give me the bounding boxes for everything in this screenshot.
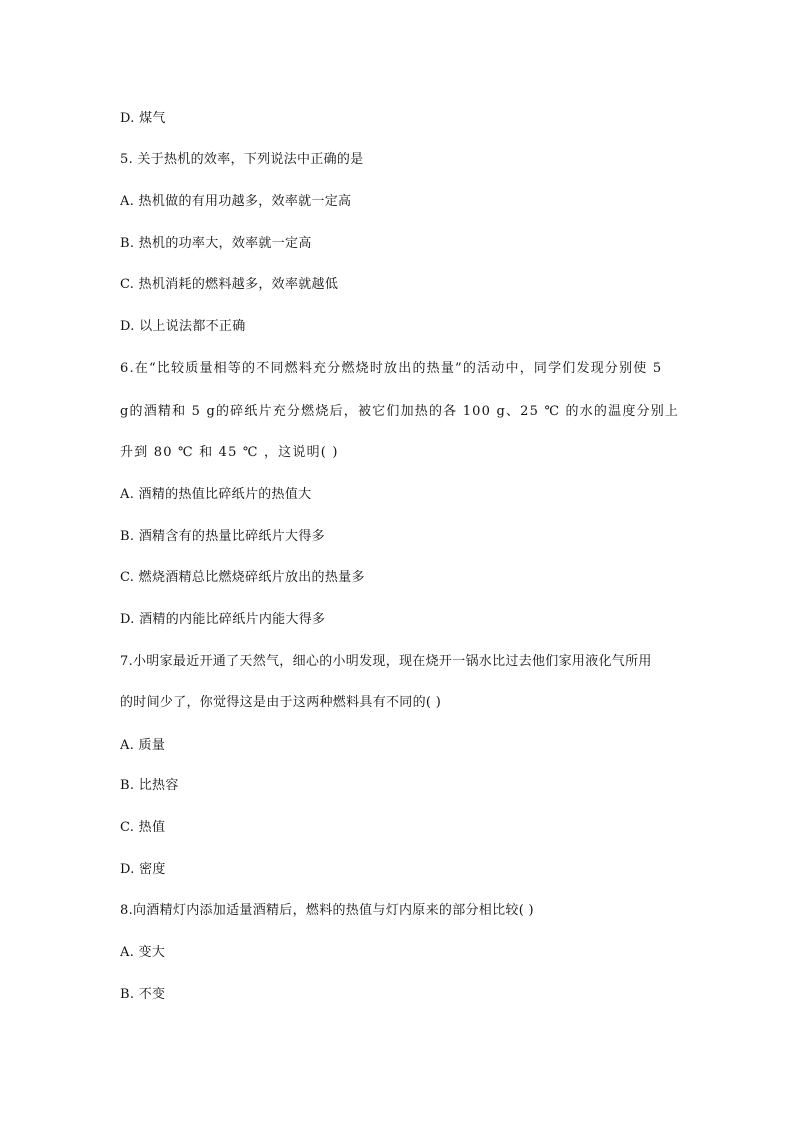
q5-option-b: B. 热机的功率大，效率就一定高: [120, 236, 312, 251]
q6-option-b: B. 酒精含有的热量比碎纸片大得多: [120, 529, 325, 544]
q6-option-c: C. 燃烧酒精总比燃烧碎纸片放出的热量多: [120, 570, 365, 585]
q8-stem: 8.向酒精灯内添加适量酒精后，燃料的热值与灯内原来的部分相比较( ): [120, 903, 534, 918]
q7-option-d: D. 密度: [120, 862, 166, 877]
q5-option-a: A. 热机做的有用功越多，效率就一定高: [120, 194, 352, 209]
q5-option-c: C. 热机消耗的燃料越多，效率就越低: [120, 277, 339, 292]
q7-option-b: B. 比热容: [120, 778, 179, 793]
q4-option-d: D. 煤气: [120, 111, 166, 126]
q6-stem-line-1: 6.在“比较质量相等的不同燃料充分燃烧时放出的热量”的活动中，同学们发现分别使 5: [120, 361, 663, 376]
q6-stem-line-3: 升到 80 ℃ 和 45 ℃ ，这说明( ): [120, 445, 339, 460]
q6-option-d: D. 酒精的内能比碎纸片内能大得多: [120, 612, 326, 627]
q5-option-d: D. 以上说法都不正确: [120, 319, 246, 334]
q5-stem: 5. 关于热机的效率，下列说法中正确的是: [120, 152, 364, 167]
q7-stem-line-2: 的时间少了，你觉得这是由于这两种燃料具有不同的( ): [120, 695, 442, 710]
q6-stem-line-2: g的酒精和 5 g的碎纸片充分燃烧后，被它们加热的各 100 g、25 ℃ 的水的温度分别上: [120, 404, 680, 419]
q7-stem-line-1: 7.小明家最近开通了天然气，细心的小明发现，现在烧开一锅水比过去他们家用液化气所用: [120, 654, 652, 669]
q8-option-b: B. 不变: [120, 987, 166, 1002]
q6-option-a: A. 酒精的热值比碎纸片的热值大: [120, 487, 312, 502]
q7-option-c: C. 热值: [120, 820, 166, 835]
q8-option-a: A. 变大: [120, 945, 166, 960]
q7-option-a: A. 质量: [120, 738, 166, 753]
